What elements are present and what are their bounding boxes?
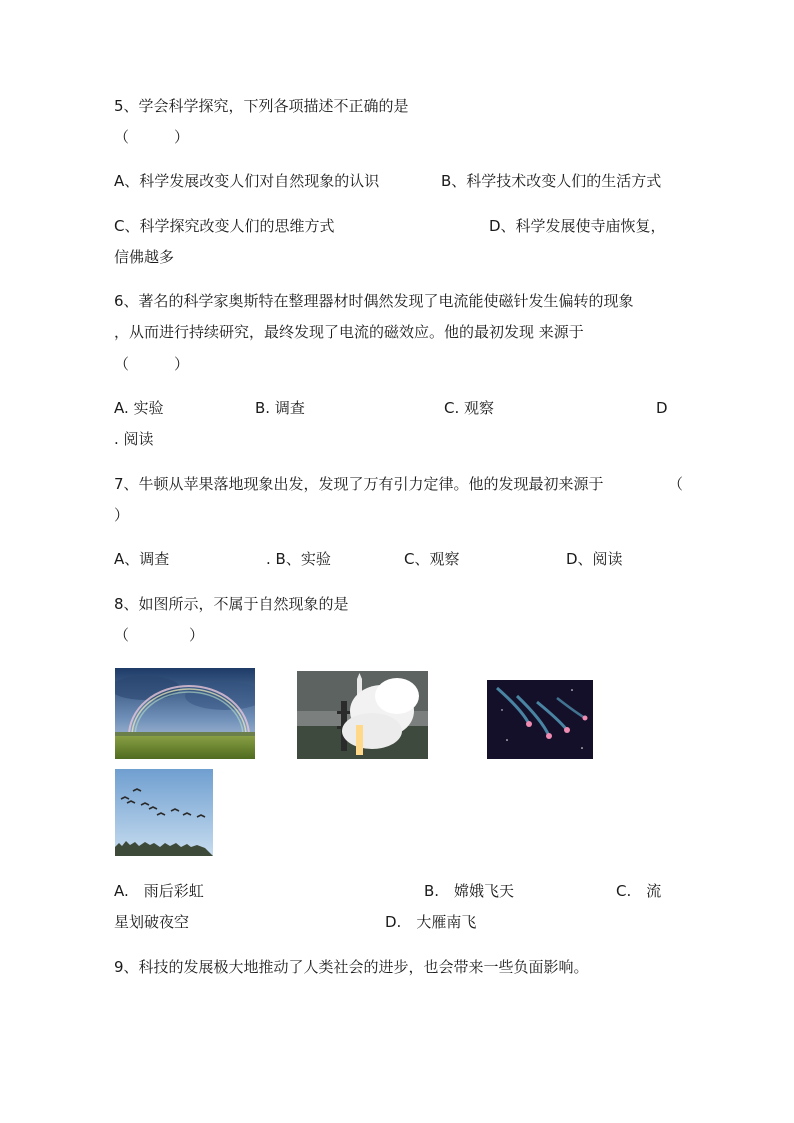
q5-paren: （ ） (114, 128, 190, 146)
q8-option-d: D. 大雁南飞 (385, 913, 477, 931)
geese-photo (115, 769, 213, 856)
q6-option-b: B. 调查 (255, 399, 305, 417)
rainbow-photo (115, 668, 255, 759)
q6-paren: （ ） (114, 355, 190, 373)
q7-option-d: D、阅读 (566, 550, 623, 568)
q8-option-c-cont: 星划破夜空 (114, 913, 190, 931)
q6-option-d-cont: . 阅读 (114, 430, 154, 448)
q7-paren-close: ） (114, 506, 130, 524)
q7-option-b: . B、实验 (266, 550, 331, 568)
q6-stem-line2: ，从而进行持续研究，最终发现了电流的磁效应。他的最初发现 来源于 (114, 323, 584, 341)
q5-option-a: A、科学发展改变人们对自然现象的认识 (114, 172, 380, 190)
q5-stem: 5、学会科学探究，下列各项描述不正确的是 (114, 97, 409, 115)
q8-paren: （ ） (114, 626, 205, 644)
meteor-photo (487, 680, 593, 759)
q5-option-d: D、科学发展使寺庙恢复， (489, 217, 666, 235)
q7-option-a: A、调查 (114, 550, 170, 568)
q6-stem-line1: 6、著名的科学家奥斯特在整理器材时偶然发现了电流能使磁针发生偏转的现象 (114, 292, 634, 310)
q5-option-c: C、科学探究改变人们的思维方式 (114, 217, 335, 235)
q7-option-c: C、观察 (404, 550, 460, 568)
q9-stem: 9、科技的发展极大地推动了人类社会的进步，也会带来一些负面影响。 (114, 958, 589, 976)
q5-option-d-cont: 信佛越多 (114, 248, 175, 266)
rocket-launch-photo (297, 671, 428, 759)
q6-option-c: C. 观察 (444, 399, 495, 417)
q7-stem: 7、牛顿从苹果落地现象出发，发现了万有引力定律。他的发现最初来源于 (114, 475, 604, 493)
q6-option-d: D (656, 399, 668, 417)
q7-paren-open: （ (668, 475, 684, 493)
q5-option-b: B、科学技术改变人们的生活方式 (441, 172, 662, 190)
q8-option-b: B. 嫦娥飞天 (424, 882, 515, 900)
q8-stem: 8、如图所示，不属于自然现象的是 (114, 595, 349, 613)
q8-option-c: C. 流 (616, 882, 662, 900)
q6-option-a: A. 实验 (114, 399, 164, 417)
q8-option-a: A. 雨后彩虹 (114, 882, 204, 900)
